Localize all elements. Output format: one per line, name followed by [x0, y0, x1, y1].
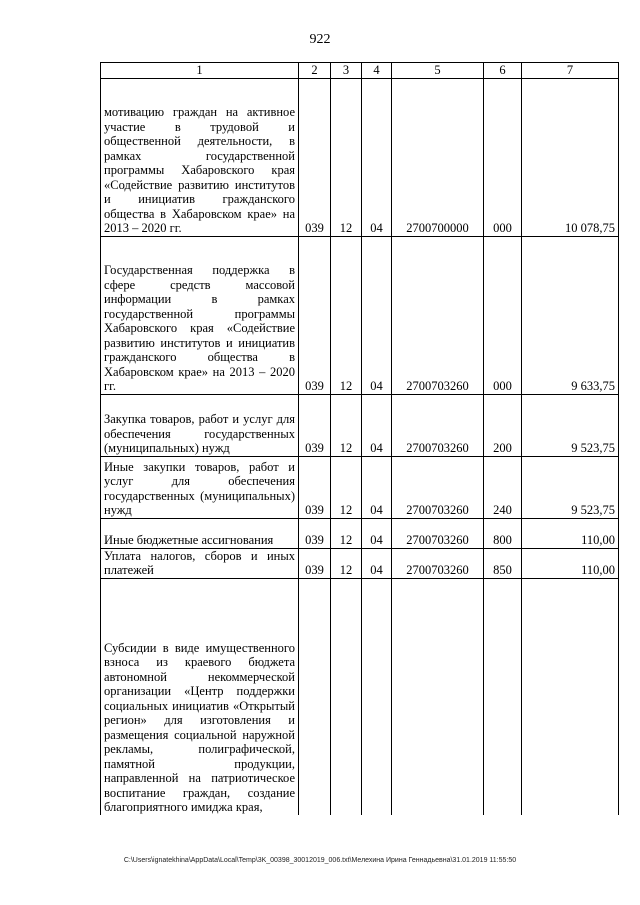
header-col-1: 1 — [101, 63, 299, 79]
row-description-text: Закупка товаров, работ и услуг для обеспечения государственных (муниципальных) нужд — [104, 412, 295, 455]
table-row — [101, 456, 619, 518]
cell-col-2: 039 — [299, 236, 331, 394]
cell-col-6: 200 — [484, 394, 522, 456]
cell-col-5: 2700700000 — [392, 78, 484, 236]
cell-col-4: 04 — [362, 548, 392, 578]
cell-col-2: 039 — [299, 456, 331, 518]
cell-col-7 — [522, 578, 619, 815]
cell-col-4: 04 — [362, 456, 392, 518]
row-description-text: мотивацию граждан на активное участие в трудовой и общественной деятельности, в рамках государственной программы Хабаровского края «Содействие развитию институтов и инициатив гражданского общества в Хабаровском крае» на 2013 – 2020 гг. — [104, 105, 295, 235]
cell-col-6: 240 — [484, 456, 522, 518]
cell-col-6 — [484, 578, 522, 815]
cell-col-7: 9 633,75 — [522, 236, 619, 394]
cell-col-4: 04 — [362, 518, 392, 548]
cell-col-4: 04 — [362, 78, 392, 236]
row-description — [101, 518, 299, 548]
cell-col-7: 110,00 — [522, 548, 619, 578]
cell-col-2: 039 — [299, 518, 331, 548]
header-col-2: 2 — [299, 63, 331, 79]
row-description — [101, 78, 299, 236]
cell-col-5: 2700703260 — [392, 548, 484, 578]
cell-col-3: 12 — [331, 548, 362, 578]
cell-col-2: 039 — [299, 394, 331, 456]
table-row — [101, 548, 619, 578]
header-col-7: 7 — [522, 63, 619, 79]
header-row — [101, 63, 619, 79]
cell-col-7: 110,00 — [522, 518, 619, 548]
cell-col-5 — [392, 578, 484, 815]
row-description — [101, 548, 299, 578]
row-description-text: Субсидии в виде имущественного взноса из краевого бюджета автономной некоммерческой организации «Центр поддержки социальных инициатив «Открытый регион» для изготовления и размещения социальной наружной рекламы, полиграфической, памятной продукции, направленной на патриотическое воспитание граждан, создание благоприятного имиджа края, — [104, 640, 295, 814]
row-description — [101, 578, 299, 815]
cell-col-6: 000 — [484, 236, 522, 394]
page-number: 922 — [309, 32, 331, 47]
cell-col-7: 9 523,75 — [522, 456, 619, 518]
cell-col-6: 000 — [484, 78, 522, 236]
cell-col-3 — [331, 578, 362, 815]
row-description-text: Государственная поддержка в сфере средств массовой информации в рамках государственной программы Хабаровского края «Содействие развитию институтов и инициатив гражданского общества в Хабаровском крае» на 2013 – 2020 гг. — [104, 263, 295, 393]
cell-col-4: 04 — [362, 236, 392, 394]
file-path-footer: C:\Users\ignatekhina\AppData\Local\Temp\3K_00398_30012019_006.txt\Мелехина Ирина Геннадьевна\31.01.2019 11:55:50 — [123, 857, 517, 864]
row-description-text: Уплата налогов, сборов и иных платежей — [104, 548, 295, 577]
table-row — [101, 78, 619, 236]
cell-col-3: 12 — [331, 236, 362, 394]
cell-col-5: 2700703260 — [392, 518, 484, 548]
table-row — [101, 578, 619, 815]
header-col-4: 4 — [362, 63, 392, 79]
cell-col-6: 800 — [484, 518, 522, 548]
budget-table — [100, 62, 619, 815]
cell-col-7: 9 523,75 — [522, 394, 619, 456]
table-row — [101, 394, 619, 456]
row-description-text: Иные бюджетные ассигнования — [104, 533, 274, 547]
table-row — [101, 236, 619, 394]
row-description — [101, 236, 299, 394]
cell-col-3: 12 — [331, 518, 362, 548]
header-col-5: 5 — [392, 63, 484, 79]
row-description — [101, 394, 299, 456]
cell-col-3: 12 — [331, 456, 362, 518]
cell-col-2: 039 — [299, 548, 331, 578]
cell-col-3: 12 — [331, 394, 362, 456]
cell-col-3: 12 — [331, 78, 362, 236]
cell-col-2: 039 — [299, 78, 331, 236]
cell-col-6: 850 — [484, 548, 522, 578]
row-description — [101, 456, 299, 518]
cell-col-5: 2700703260 — [392, 394, 484, 456]
header-col-6: 6 — [484, 63, 522, 79]
cell-col-4: 04 — [362, 394, 392, 456]
cell-col-5: 2700703260 — [392, 236, 484, 394]
row-description-text: Иные закупки товаров, работ и услуг для обеспечения государственных (муниципальных) нужд — [104, 459, 295, 517]
cell-col-5: 2700703260 — [392, 456, 484, 518]
cell-col-7: 10 078,75 — [522, 78, 619, 236]
header-col-3: 3 — [331, 63, 362, 79]
cell-col-4 — [362, 578, 392, 815]
table-row — [101, 518, 619, 548]
cell-col-2 — [299, 578, 331, 815]
